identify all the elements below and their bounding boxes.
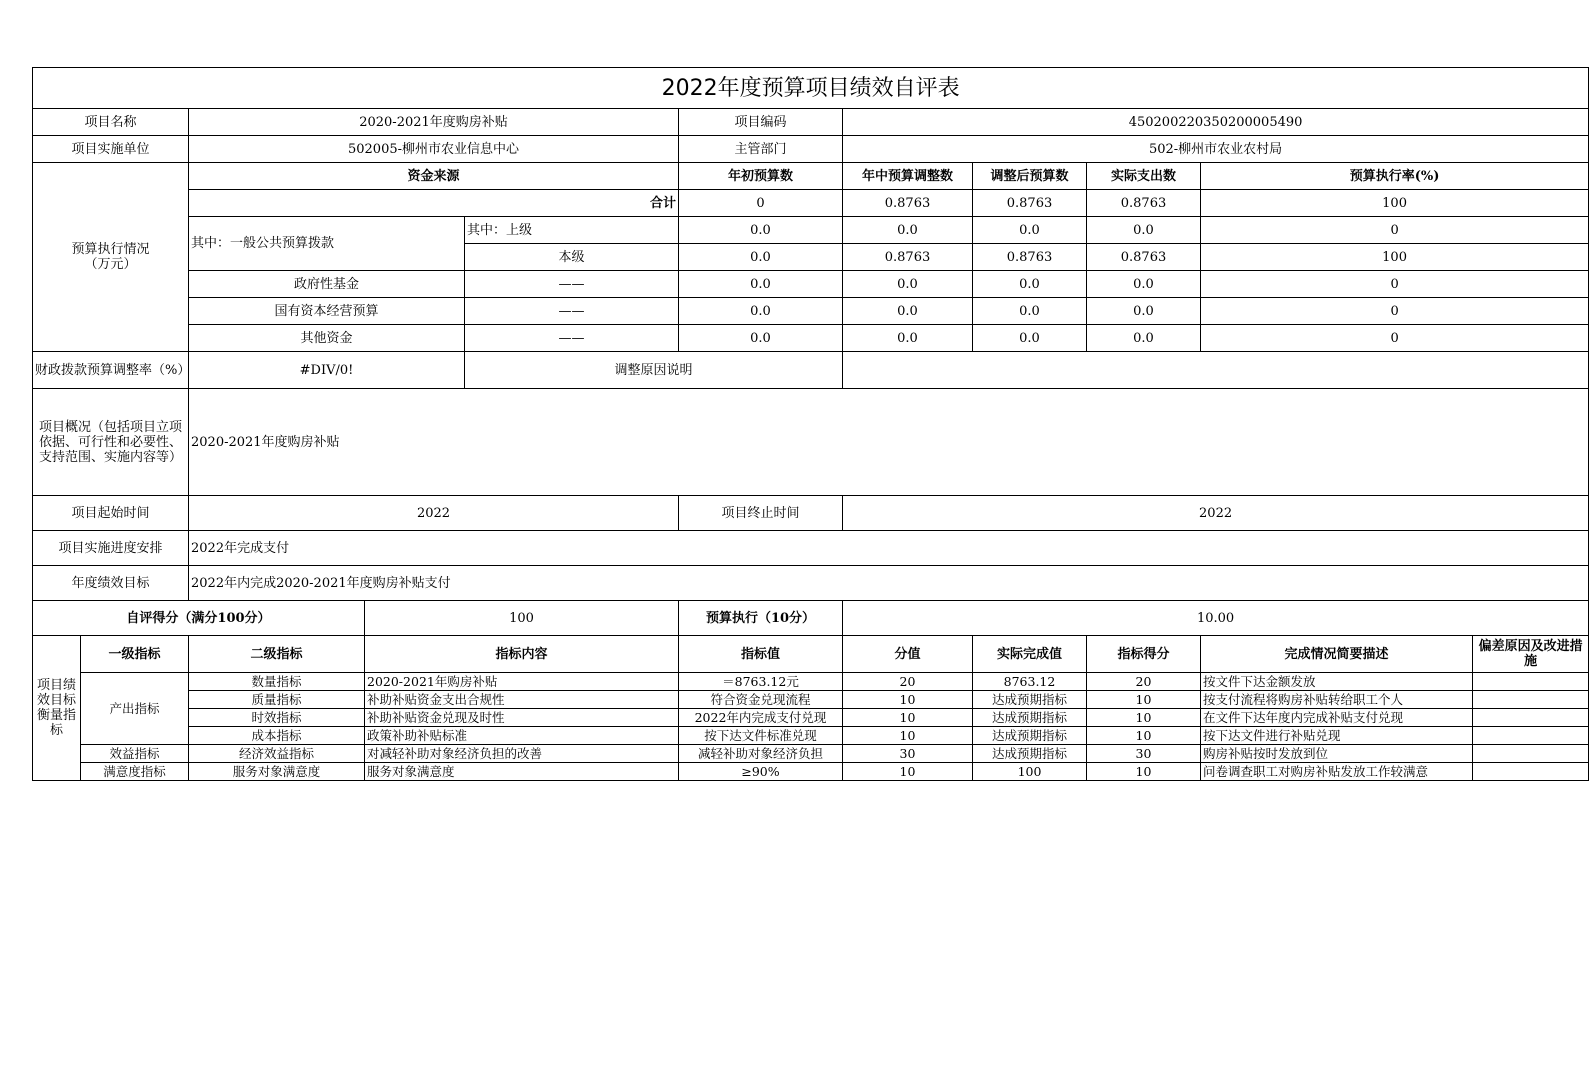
other-fund-rate[interactable]: 0	[1201, 325, 1589, 352]
other-fund-mid[interactable]: 0.0	[843, 325, 973, 352]
overview-value[interactable]: 2020-2021年度购房补贴	[189, 389, 1589, 496]
adjust-rate-label: 财政拨款预算调整率（%）	[33, 352, 189, 389]
header-deviation: 偏差原因及改进措施	[1473, 636, 1589, 673]
local-mid[interactable]: 0.8763	[843, 244, 973, 271]
indicator-weight[interactable]: 10	[843, 763, 973, 781]
total-mid[interactable]: 0.8763	[843, 190, 973, 217]
general-budget-label: 其中：一般公共预算拨款	[189, 217, 465, 271]
gov-fund-initial[interactable]: 0.0	[679, 271, 843, 298]
dept-label: 主管部门	[679, 136, 843, 163]
indicator-deviation[interactable]	[1473, 727, 1589, 745]
state-capital-rate[interactable]: 0	[1201, 298, 1589, 325]
upper-label: 其中：上级	[465, 217, 679, 244]
dept-value[interactable]: 502-柳州市农业农村局	[843, 136, 1589, 163]
state-capital-label: 国有资本经营预算	[189, 298, 465, 325]
state-capital-initial[interactable]: 0.0	[679, 298, 843, 325]
gov-fund-sub: ——	[465, 271, 679, 298]
indicator-level1: 满意度指标	[81, 763, 189, 781]
local-initial[interactable]: 0.0	[679, 244, 843, 271]
project-unit-label: 项目实施单位	[33, 136, 189, 163]
indicator-deviation[interactable]	[1473, 745, 1589, 763]
other-fund-label: 其他资金	[189, 325, 465, 352]
project-name[interactable]: 2020-2021年度购房补贴	[189, 109, 679, 136]
header-weight: 分值	[843, 636, 973, 673]
indicator-deviation[interactable]	[1473, 691, 1589, 709]
project-unit[interactable]: 502005-柳州市农业信息中心	[189, 136, 679, 163]
other-fund-initial[interactable]: 0.0	[679, 325, 843, 352]
gov-fund-mid[interactable]: 0.0	[843, 271, 973, 298]
indicator-desc[interactable]: 在文件下达年度内完成补贴支付兑现	[1201, 709, 1473, 727]
header-mid-adjust: 年中预算调整数	[843, 163, 973, 190]
indicator-score[interactable]: 10	[1087, 709, 1201, 727]
indicator-weight[interactable]: 20	[843, 673, 973, 691]
other-fund-sub: ——	[465, 325, 679, 352]
budget-exec-value[interactable]: 10.00	[843, 601, 1589, 636]
header-adjusted: 调整后预算数	[973, 163, 1087, 190]
local-actual[interactable]: 0.8763	[1087, 244, 1201, 271]
header-actual: 实际支出数	[1087, 163, 1201, 190]
indicator-target[interactable]: ＝8763.12元	[679, 673, 843, 691]
total-label: 合计	[189, 190, 679, 217]
goal-label: 年度绩效目标	[33, 566, 189, 601]
schedule-value[interactable]: 2022年完成支付	[189, 531, 1589, 566]
project-name-label: 项目名称	[33, 109, 189, 136]
local-label: 本级	[465, 244, 679, 271]
indicator-content[interactable]: 2020-2021年购房补贴	[365, 673, 679, 691]
header-initial: 年初预算数	[679, 163, 843, 190]
state-capital-mid[interactable]: 0.0	[843, 298, 973, 325]
header-desc: 完成情况简要描述	[1201, 636, 1473, 673]
total-initial[interactable]: 0	[679, 190, 843, 217]
indicator-score[interactable]: 10	[1087, 763, 1201, 781]
indicator-weight[interactable]: 10	[843, 691, 973, 709]
indicator-actual[interactable]: 达成预期指标	[973, 691, 1087, 709]
budget-exec-label: 预算执行（10分）	[679, 601, 843, 636]
indicator-desc[interactable]: 问卷调查职工对购房补贴发放工作较满意	[1201, 763, 1473, 781]
upper-initial[interactable]: 0.0	[679, 217, 843, 244]
header-content: 指标内容	[365, 636, 679, 673]
header-level2: 二级指标	[189, 636, 365, 673]
upper-mid[interactable]: 0.0	[843, 217, 973, 244]
total-rate[interactable]: 100	[1201, 190, 1589, 217]
end-time-label: 项目终止时间	[679, 496, 843, 531]
indicator-level2: 数量指标	[189, 673, 365, 691]
header-level1: 一级指标	[81, 636, 189, 673]
end-time[interactable]: 2022	[843, 496, 1589, 531]
indicator-score[interactable]: 10	[1087, 727, 1201, 745]
indicator-actual[interactable]: 8763.12	[973, 673, 1087, 691]
header-actual-value: 实际完成值	[973, 636, 1087, 673]
self-score-value[interactable]: 100	[365, 601, 679, 636]
indicator-desc[interactable]: 按下达文件进行补贴兑现	[1201, 727, 1473, 745]
header-source: 资金来源	[189, 163, 679, 190]
indicator-level2: 服务对象满意度	[189, 763, 365, 781]
indicator-actual[interactable]: 达成预期指标	[973, 745, 1087, 763]
goal-value[interactable]: 2022年内完成2020-2021年度购房补贴支付	[189, 566, 1589, 601]
adjust-rate-value[interactable]: #DIV/0!	[189, 352, 465, 389]
indicator-deviation[interactable]	[1473, 763, 1589, 781]
upper-rate[interactable]: 0	[1201, 217, 1589, 244]
schedule-label: 项目实施进度安排	[33, 531, 189, 566]
indicator-content[interactable]: 补助补贴资金兑现及时性	[365, 709, 679, 727]
indicator-desc[interactable]: 按支付流程将购房补贴转给职工个人	[1201, 691, 1473, 709]
indicator-target[interactable]: 符合资金兑现流程	[679, 691, 843, 709]
indicator-weight[interactable]: 10	[843, 727, 973, 745]
page-title: 2022年度预算项目绩效自评表	[33, 68, 1589, 109]
start-time-label: 项目起始时间	[33, 496, 189, 531]
indicator-desc[interactable]: 按文件下达金额发放	[1201, 673, 1473, 691]
state-capital-sub: ——	[465, 298, 679, 325]
indicator-actual[interactable]: 达成预期指标	[973, 709, 1087, 727]
indicator-content[interactable]: 服务对象满意度	[365, 763, 679, 781]
indicator-level2: 质量指标	[189, 691, 365, 709]
start-time[interactable]: 2022	[189, 496, 679, 531]
indicator-target[interactable]: 按下达文件标准兑现	[679, 727, 843, 745]
indicator-actual[interactable]: 达成预期指标	[973, 727, 1087, 745]
gov-fund-adjusted[interactable]: 0.0	[973, 271, 1087, 298]
adjust-reason-label: 调整原因说明	[465, 352, 843, 389]
indicator-deviation[interactable]	[1473, 709, 1589, 727]
project-code[interactable]: 450200220350200005490	[843, 109, 1589, 136]
gov-fund-actual[interactable]: 0.0	[1087, 271, 1201, 298]
indicator-level1: 效益指标	[81, 745, 189, 763]
adjust-reason-value[interactable]	[843, 352, 1589, 389]
local-adjusted[interactable]: 0.8763	[973, 244, 1087, 271]
indicator-weight[interactable]: 30	[843, 745, 973, 763]
other-fund-adjusted[interactable]: 0.0	[973, 325, 1087, 352]
gov-fund-label: 政府性基金	[189, 271, 465, 298]
indicator-content[interactable]: 对减轻补助对象经济负担的改善	[365, 745, 679, 763]
budget-section-label: 预算执行情况 （万元）	[33, 163, 189, 352]
indicator-target[interactable]: ≥90%	[679, 763, 843, 781]
upper-actual[interactable]: 0.0	[1087, 217, 1201, 244]
indicator-content[interactable]: 补助补贴资金支出合规性	[365, 691, 679, 709]
self-score-label: 自评得分（满分100分）	[33, 601, 365, 636]
output-indicator-label: 产出指标	[81, 673, 189, 745]
state-capital-actual[interactable]: 0.0	[1087, 298, 1201, 325]
indicator-target[interactable]: 2022年内完成支付兑现	[679, 709, 843, 727]
indicator-score[interactable]: 30	[1087, 745, 1201, 763]
indicator-section-label: 项目绩效目标衡量指标	[33, 636, 81, 781]
header-target: 指标值	[679, 636, 843, 673]
indicator-level2: 时效指标	[189, 709, 365, 727]
header-indicator-score: 指标得分	[1087, 636, 1201, 673]
state-capital-adjusted[interactable]: 0.0	[973, 298, 1087, 325]
overview-label: 项目概况（包括项目立项依据、可行性和必要性、支持范围、实施内容等）	[33, 389, 189, 496]
indicator-level2: 成本指标	[189, 727, 365, 745]
indicator-weight[interactable]: 10	[843, 709, 973, 727]
indicator-level2: 经济效益指标	[189, 745, 365, 763]
local-rate[interactable]: 100	[1201, 244, 1589, 271]
indicator-target[interactable]: 减轻补助对象经济负担	[679, 745, 843, 763]
upper-adjusted[interactable]: 0.0	[973, 217, 1087, 244]
indicator-content[interactable]: 政策补助补贴标准	[365, 727, 679, 745]
gov-fund-rate[interactable]: 0	[1201, 271, 1589, 298]
header-rate: 预算执行率(%)	[1201, 163, 1589, 190]
other-fund-actual[interactable]: 0.0	[1087, 325, 1201, 352]
evaluation-table	[32, 67, 1589, 781]
indicator-deviation[interactable]	[1473, 673, 1589, 691]
total-adjusted[interactable]: 0.8763	[973, 190, 1087, 217]
project-code-label: 项目编码	[679, 109, 843, 136]
indicator-score[interactable]: 10	[1087, 691, 1201, 709]
total-actual[interactable]: 0.8763	[1087, 190, 1201, 217]
indicator-score[interactable]: 20	[1087, 673, 1201, 691]
indicator-actual[interactable]: 100	[973, 763, 1087, 781]
indicator-desc[interactable]: 购房补贴按时发放到位	[1201, 745, 1473, 763]
evaluation-sheet	[32, 67, 1589, 781]
